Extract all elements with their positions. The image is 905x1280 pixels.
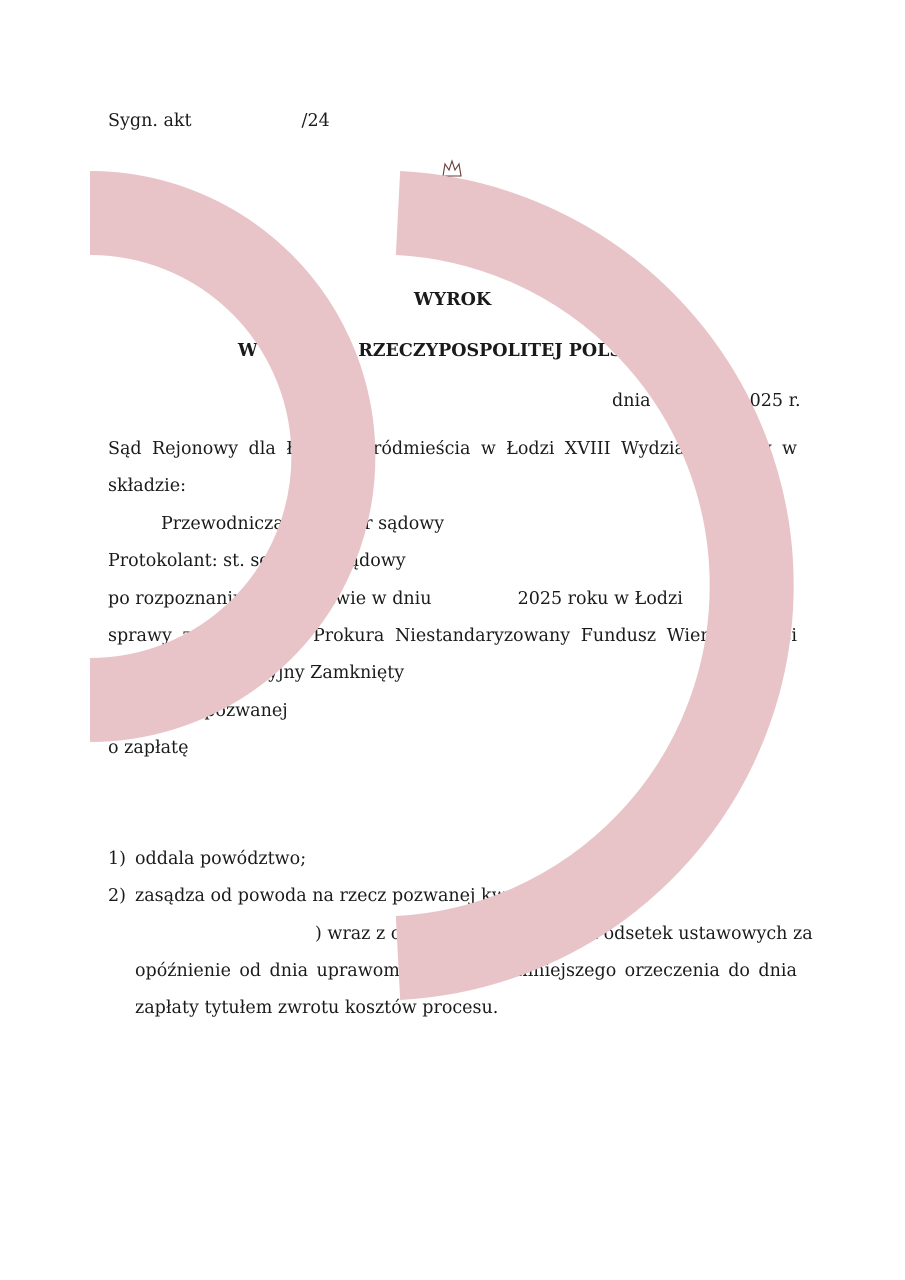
item-number: 2): [108, 886, 126, 906]
word: sprawy: [108, 626, 172, 646]
defendant-prefix: przeciwko pozwanej: [108, 701, 288, 721]
item-text: oddala powództwo;: [135, 849, 307, 869]
word: XVIII: [564, 439, 611, 459]
judgment-date: [612, 389, 801, 413]
word: dnia: [758, 961, 797, 981]
case-signature-prefix: Sygn. akt: [108, 111, 192, 131]
word: dla: [248, 439, 276, 459]
ruling-item-2: [108, 884, 698, 908]
word: powództwa: [202, 626, 303, 646]
word: Rejonowy: [151, 439, 239, 459]
word: w: [781, 439, 797, 459]
case-signature-suffix: /24: [301, 111, 330, 131]
polish-eagle-emblem-icon: [405, 158, 499, 264]
item-currency: zł (: [590, 886, 618, 906]
word: w: [480, 439, 496, 459]
case-signature: [108, 109, 330, 133]
ruling-item-2-line-3: [135, 959, 797, 983]
word: z: [182, 626, 192, 646]
word: niniejszego: [516, 961, 617, 981]
word: Fundusz: [580, 626, 657, 646]
item-number: 1): [108, 849, 126, 869]
case-line-end: Fundusz Inwestycyjny Zamknięty: [108, 663, 405, 683]
court-line-end: składzie:: [108, 476, 186, 496]
word: -: [344, 439, 351, 459]
word: Łodzi: [286, 439, 335, 459]
item-text: ) wraz z odsetkami w wysokości odsetek ustawowych za: [315, 924, 813, 944]
word: Wierzytelności: [666, 626, 797, 646]
ruling-item-1: [108, 847, 306, 871]
redaction: [444, 516, 594, 534]
document-subtitle: W IMIENIU RZECZYPOSPOLITEJ POLSKIEJ: [237, 341, 668, 361]
court-line: [108, 437, 797, 461]
word: uprawomocnienia: [316, 961, 475, 981]
word: orzeczenia: [624, 961, 720, 981]
hearing-line: [108, 587, 683, 611]
ruling-item-2-line-4: zapłaty tytułem zwrotu kosztów procesu.: [135, 998, 499, 1018]
defendant-line: [108, 699, 453, 723]
word: Śródmieścia: [361, 439, 471, 459]
presiding-judge: [161, 512, 594, 536]
hearing-prefix: po rozpoznaniu na rozprawie w dniu: [108, 589, 432, 609]
date-prefix: dnia: [612, 391, 651, 411]
item-text: zasądza od powoda na rzecz pozwanej kwotę: [135, 886, 535, 906]
case-line: [108, 624, 797, 648]
redaction: [618, 888, 698, 906]
word: się: [483, 961, 509, 981]
word: dnia: [269, 961, 309, 981]
presiding-label: Przewodniczący: asesor sądowy: [161, 514, 445, 534]
word: do: [728, 961, 750, 981]
case-subject: o zapłatę: [108, 738, 189, 758]
word: opóźnienie: [135, 961, 231, 981]
word: Sąd: [108, 439, 142, 459]
word: Wydział: [621, 439, 691, 459]
redaction: [288, 703, 453, 721]
word: od: [239, 961, 262, 981]
hearing-suffix: 2025 roku w Łodzi: [517, 589, 683, 609]
ruling-item-2-line-2: [135, 922, 813, 946]
word: Niestandaryzowany: [394, 626, 571, 646]
redaction: [432, 591, 518, 609]
watermark-arc-right: [398, 213, 752, 958]
document-title: WYROK: [413, 290, 492, 310]
word: Prokura: [313, 626, 385, 646]
redaction: [192, 113, 302, 131]
word: Łodzi: [506, 439, 555, 459]
redaction: [135, 926, 315, 944]
redaction: [651, 393, 739, 411]
redaction: [535, 888, 591, 906]
court-clerk: Protokolant: st. sekretarz sądowy: [108, 551, 406, 571]
date-suffix: 2025 r.: [738, 391, 801, 411]
word: Cywilny: [700, 439, 772, 459]
